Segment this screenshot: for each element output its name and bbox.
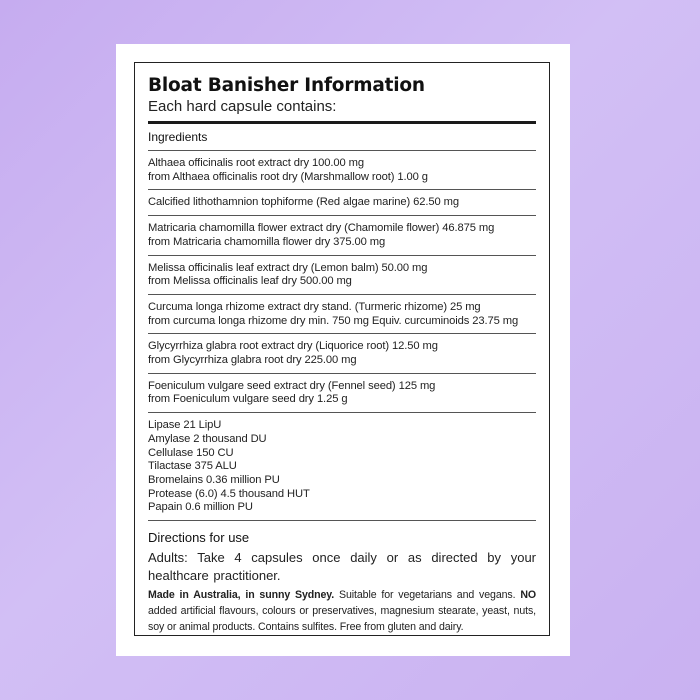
ingredient-line: from Matricaria chamomilla flower dry 375.00 mg (148, 235, 386, 248)
ingredient-line: from Foeniculum vulgare seed dry 1.25 g (148, 393, 348, 406)
ingredient-group (148, 151, 536, 189)
directions-text: Adults: Take 4 capsules once daily or as directed by your healthcare practitioner. (148, 550, 536, 584)
panel-title: Bloat Banisher Information (148, 75, 425, 96)
ingredient-group (148, 295, 536, 333)
panel-subtitle: Each hard capsule contains: (148, 98, 337, 115)
ingredient-line: Bromelains 0.36 million PU (148, 473, 280, 486)
made-in-australia: Made in Australia, in sunny Sydney. (148, 589, 335, 602)
ingredient-line: Curcuma longa rhizome extract dry stand. (Turmeric rhizome) 25 mg (148, 300, 481, 313)
ingredient-line: Glycyrrhiza glabra root extract dry (Liquorice root) 12.50 mg (148, 340, 438, 353)
ingredient-line: Lipase 21 LipU (148, 419, 222, 432)
ingredient-line: from Glycyrrhiza glabra root dry 225.00 mg (148, 354, 357, 367)
ingredient-group (148, 190, 536, 215)
product-statement (148, 587, 536, 635)
ingredient-group (148, 216, 536, 254)
statement-part-1: Suitable for vegetarians and vegans. (334, 589, 521, 602)
ingredient-line: Cellulase 150 CU (148, 446, 234, 459)
ingredient-line: Protease (6.0) 4.5 thousand HUT (148, 487, 310, 500)
no-added-label: NO (520, 589, 537, 602)
ingredient-group (148, 413, 536, 520)
ingredient-line: Tilactase 375 ALU (148, 460, 237, 473)
statement-part-2: added artificial flavours, colours or preservatives, magnesium stearate, yeast, nuts, soy or animal products. Contains sulfites. Free from gluten and dairy. (148, 605, 536, 634)
ingredient-line: Matricaria chamomilla flower extract dry (Chamomile flower) 46.875 mg (148, 222, 495, 235)
ingredient-line: from Althaea officinalis root dry (Marshmallow root) 1.00 g (148, 170, 428, 183)
ingredient-group (148, 374, 536, 412)
ingredients-heading: Ingredients (148, 130, 208, 144)
ingredient-line: Papain 0.6 million PU (148, 501, 253, 514)
ingredient-line: Foeniculum vulgare seed extract dry (Fennel seed) 125 mg (148, 379, 436, 392)
ingredient-line: Melissa officinalis leaf extract dry (Lemon balm) 50.00 mg (148, 261, 428, 274)
ingredient-line: from Melissa officinalis leaf dry 500.00 mg (148, 275, 352, 288)
ingredient-group (148, 334, 536, 372)
ingredient-line: Althaea officinalis root extract dry 100.00 mg (148, 157, 364, 169)
ingredient-line: from curcuma longa rhizome dry min. 750 mg Equiv. curcuminoids 23.75 mg (148, 314, 519, 327)
ingredient-line: Calcified lithothamnion tophiforme (Red algae marine) 62.50 mg (148, 196, 459, 209)
directions-heading: Directions for use (148, 530, 250, 546)
ingredient-group (148, 256, 536, 294)
ingredient-line: Amylase 2 thousand DU (148, 432, 267, 445)
supplement-info-panel (134, 62, 550, 636)
info-card (116, 44, 570, 656)
ingredients-list (148, 151, 536, 521)
